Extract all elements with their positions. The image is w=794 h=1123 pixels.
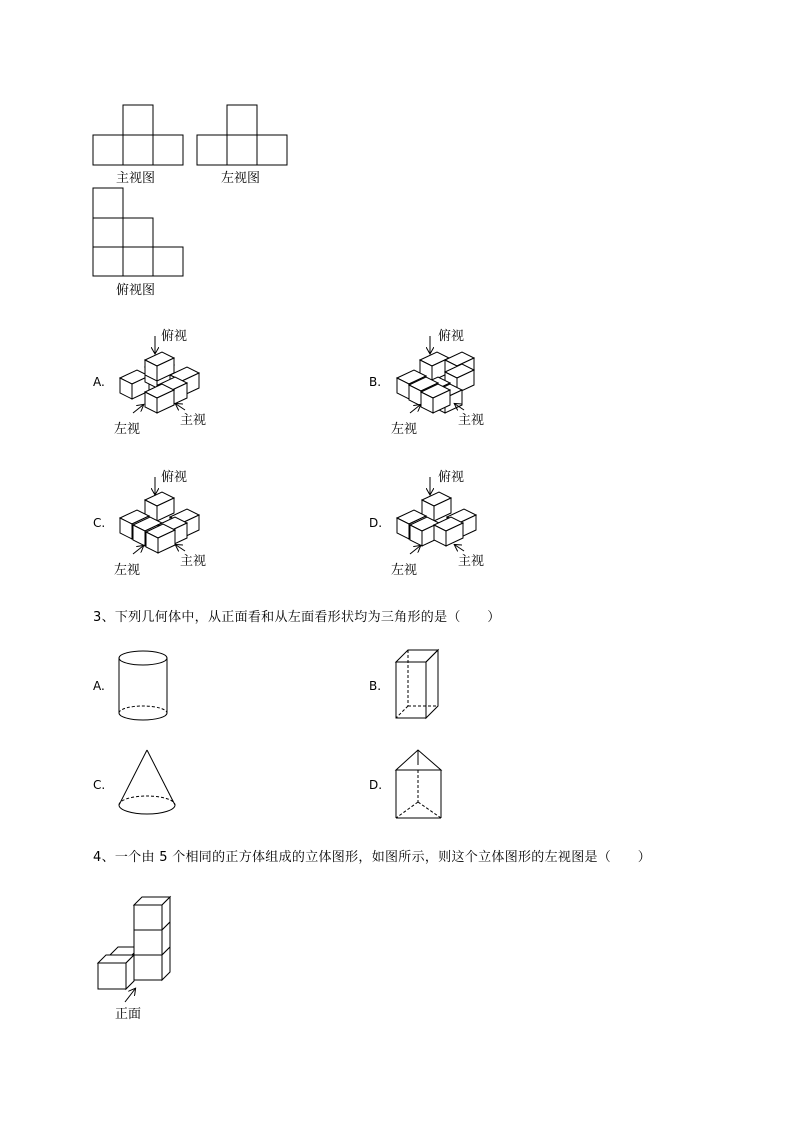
q3-option-c-letter[interactable]: C.	[93, 778, 106, 792]
option-c-front-label: 主视	[180, 554, 207, 569]
option-d-top-label: 俯视	[438, 470, 465, 485]
option-a-top-label: 俯视	[161, 329, 188, 344]
option-c-letter[interactable]: C.	[93, 516, 106, 530]
option-b-front-label: 主视	[458, 413, 485, 428]
front-direction-label: 正面	[115, 1007, 142, 1022]
q3-option-a-letter[interactable]: A.	[93, 679, 105, 693]
question-3-stem: 3、下列几何体中，从正面看和从左面看形状均为三角形的是（ ）	[93, 610, 501, 625]
q3-option-d-letter[interactable]: D.	[369, 778, 383, 792]
option-b-top-label: 俯视	[438, 329, 465, 344]
option-d-left-label: 左视	[391, 563, 418, 578]
left-view-label: 左视图	[221, 171, 261, 186]
option-c-top-label: 俯视	[161, 470, 188, 485]
front-direction-arrow	[125, 989, 135, 1002]
q3-option-b-letter[interactable]: B.	[369, 679, 382, 693]
option-d-letter[interactable]: D.	[369, 516, 383, 530]
option-a-left-label: 左视	[114, 422, 141, 437]
option-a-front-label: 主视	[180, 413, 207, 428]
front-view-label: 主视图	[116, 171, 156, 186]
question-4-stem: 4、一个由 5 个相同的正方体组成的立体图形，如图所示，则这个立体图形的左视图是（ ）	[93, 850, 652, 865]
option-a-letter[interactable]: A.	[93, 375, 105, 389]
option-d-front-label: 主视	[458, 554, 485, 569]
option-c-left-label: 左视	[114, 563, 141, 578]
option-b-left-label: 左视	[391, 422, 418, 437]
top-view-label: 俯视图	[116, 283, 156, 298]
option-b-letter[interactable]: B.	[369, 375, 382, 389]
